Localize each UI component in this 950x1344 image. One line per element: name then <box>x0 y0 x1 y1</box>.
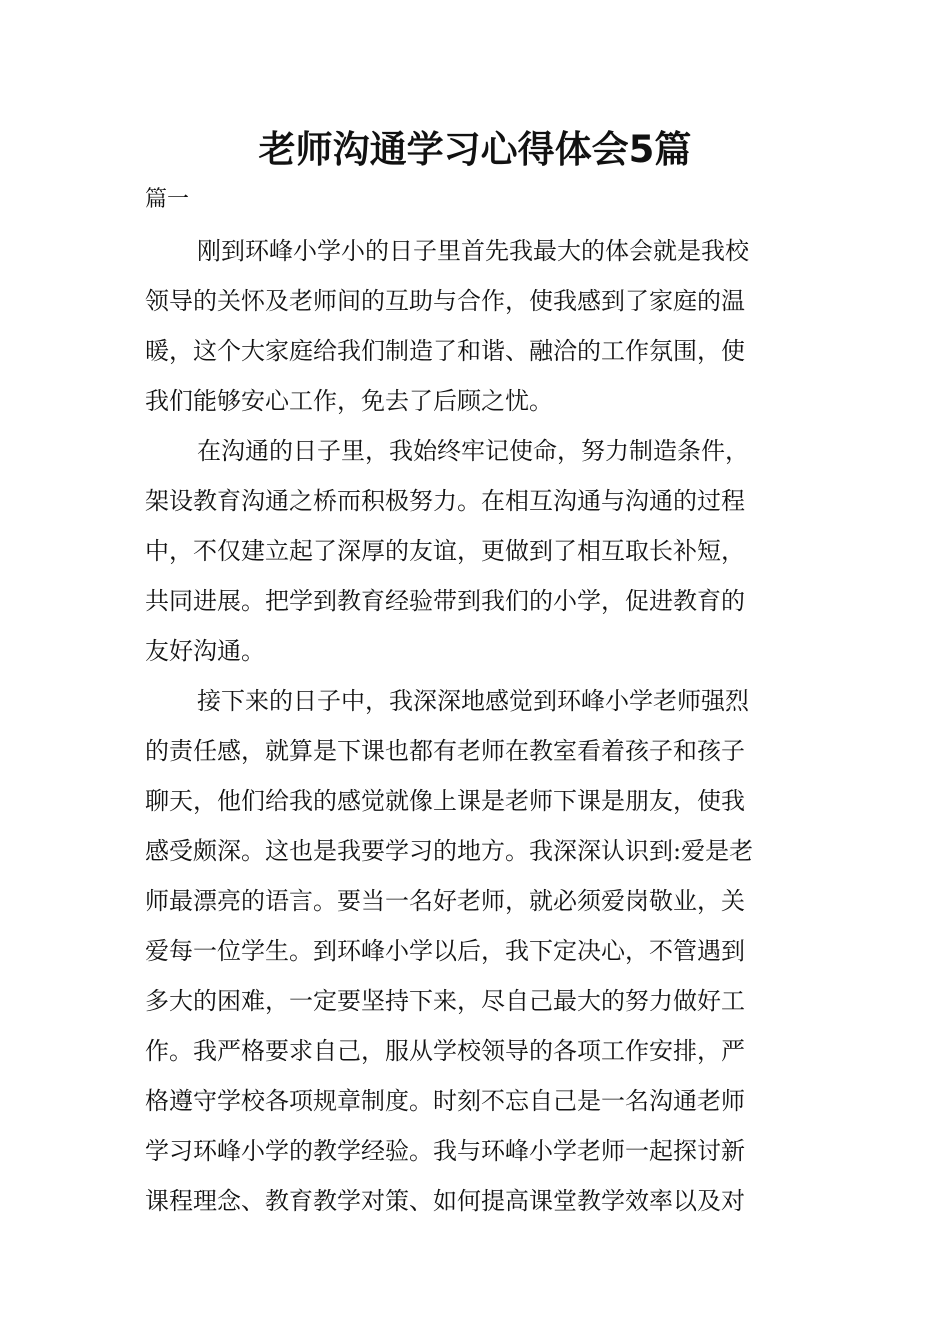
paragraph-line: 刚到环峰小学小的日子里首先我最大的体会就是我校 <box>197 237 749 265</box>
paragraph-line: 我们能够安心工作，免去了后顾之忧。 <box>145 387 553 415</box>
paragraph-line: 共同进展。把学到教育经验带到我们的小学，促进教育的 <box>145 587 745 615</box>
paragraph-line: 作。我严格要求自己，服从学校领导的各项工作安排，严 <box>145 1037 745 1065</box>
paragraph-line: 暖，这个大家庭给我们制造了和谐、融洽的工作氛围，使 <box>145 337 745 365</box>
paragraph-line: 格遵守学校各项规章制度。时刻不忘自己是一名沟通老师 <box>145 1087 745 1115</box>
paragraph-line: 多大的困难，一定要坚持下来，尽自己最大的努力做好工 <box>145 987 745 1015</box>
section-label: 篇一 <box>145 187 190 212</box>
paragraph-2 <box>145 426 809 676</box>
paragraph-line: 学习环峰小学的教学经验。我与环峰小学老师一起探讨新 <box>145 1137 745 1165</box>
paragraph-line: 的责任感，就算是下课也都有老师在教室看着孩子和孩子 <box>145 737 745 765</box>
paragraph-3 <box>145 676 809 1226</box>
paragraph-line: 领导的关怀及老师间的互助与合作，使我感到了家庭的温 <box>145 287 745 315</box>
paragraph-line: 感受颇深。这也是我要学习的地方。我深深认识到:爱是老 <box>145 837 754 865</box>
paragraph-line: 中，不仅建立起了深厚的友谊，更做到了相互取长补短， <box>145 537 745 565</box>
paragraph-line: 爱每一位学生。到环峰小学以后，我下定决心，不管遇到 <box>145 937 745 965</box>
paragraph-line: 架设教育沟通之桥而积极努力。在相互沟通与沟通的过程 <box>145 487 745 515</box>
paragraph-line: 友好沟通。 <box>145 637 265 665</box>
paragraph-line: 聊天，他们给我的感觉就像上课是老师下课是朋友，使我 <box>145 787 745 815</box>
paragraph-line: 在沟通的日子里，我始终牢记使命，努力制造条件， <box>197 437 749 465</box>
paragraph-line: 接下来的日子中，我深深地感觉到环峰小学老师强烈 <box>197 687 749 715</box>
paragraph-line: 师最漂亮的语言。要当一名好老师，就必须爱岗敬业，关 <box>145 887 745 915</box>
paragraph-1 <box>145 226 809 426</box>
document-title: 老师沟通学习心得体会5篇 <box>258 128 692 171</box>
paragraph-line: 课程理念、教育教学对策、如何提高课堂教学效率以及对 <box>145 1187 745 1215</box>
document-body <box>145 226 809 1226</box>
